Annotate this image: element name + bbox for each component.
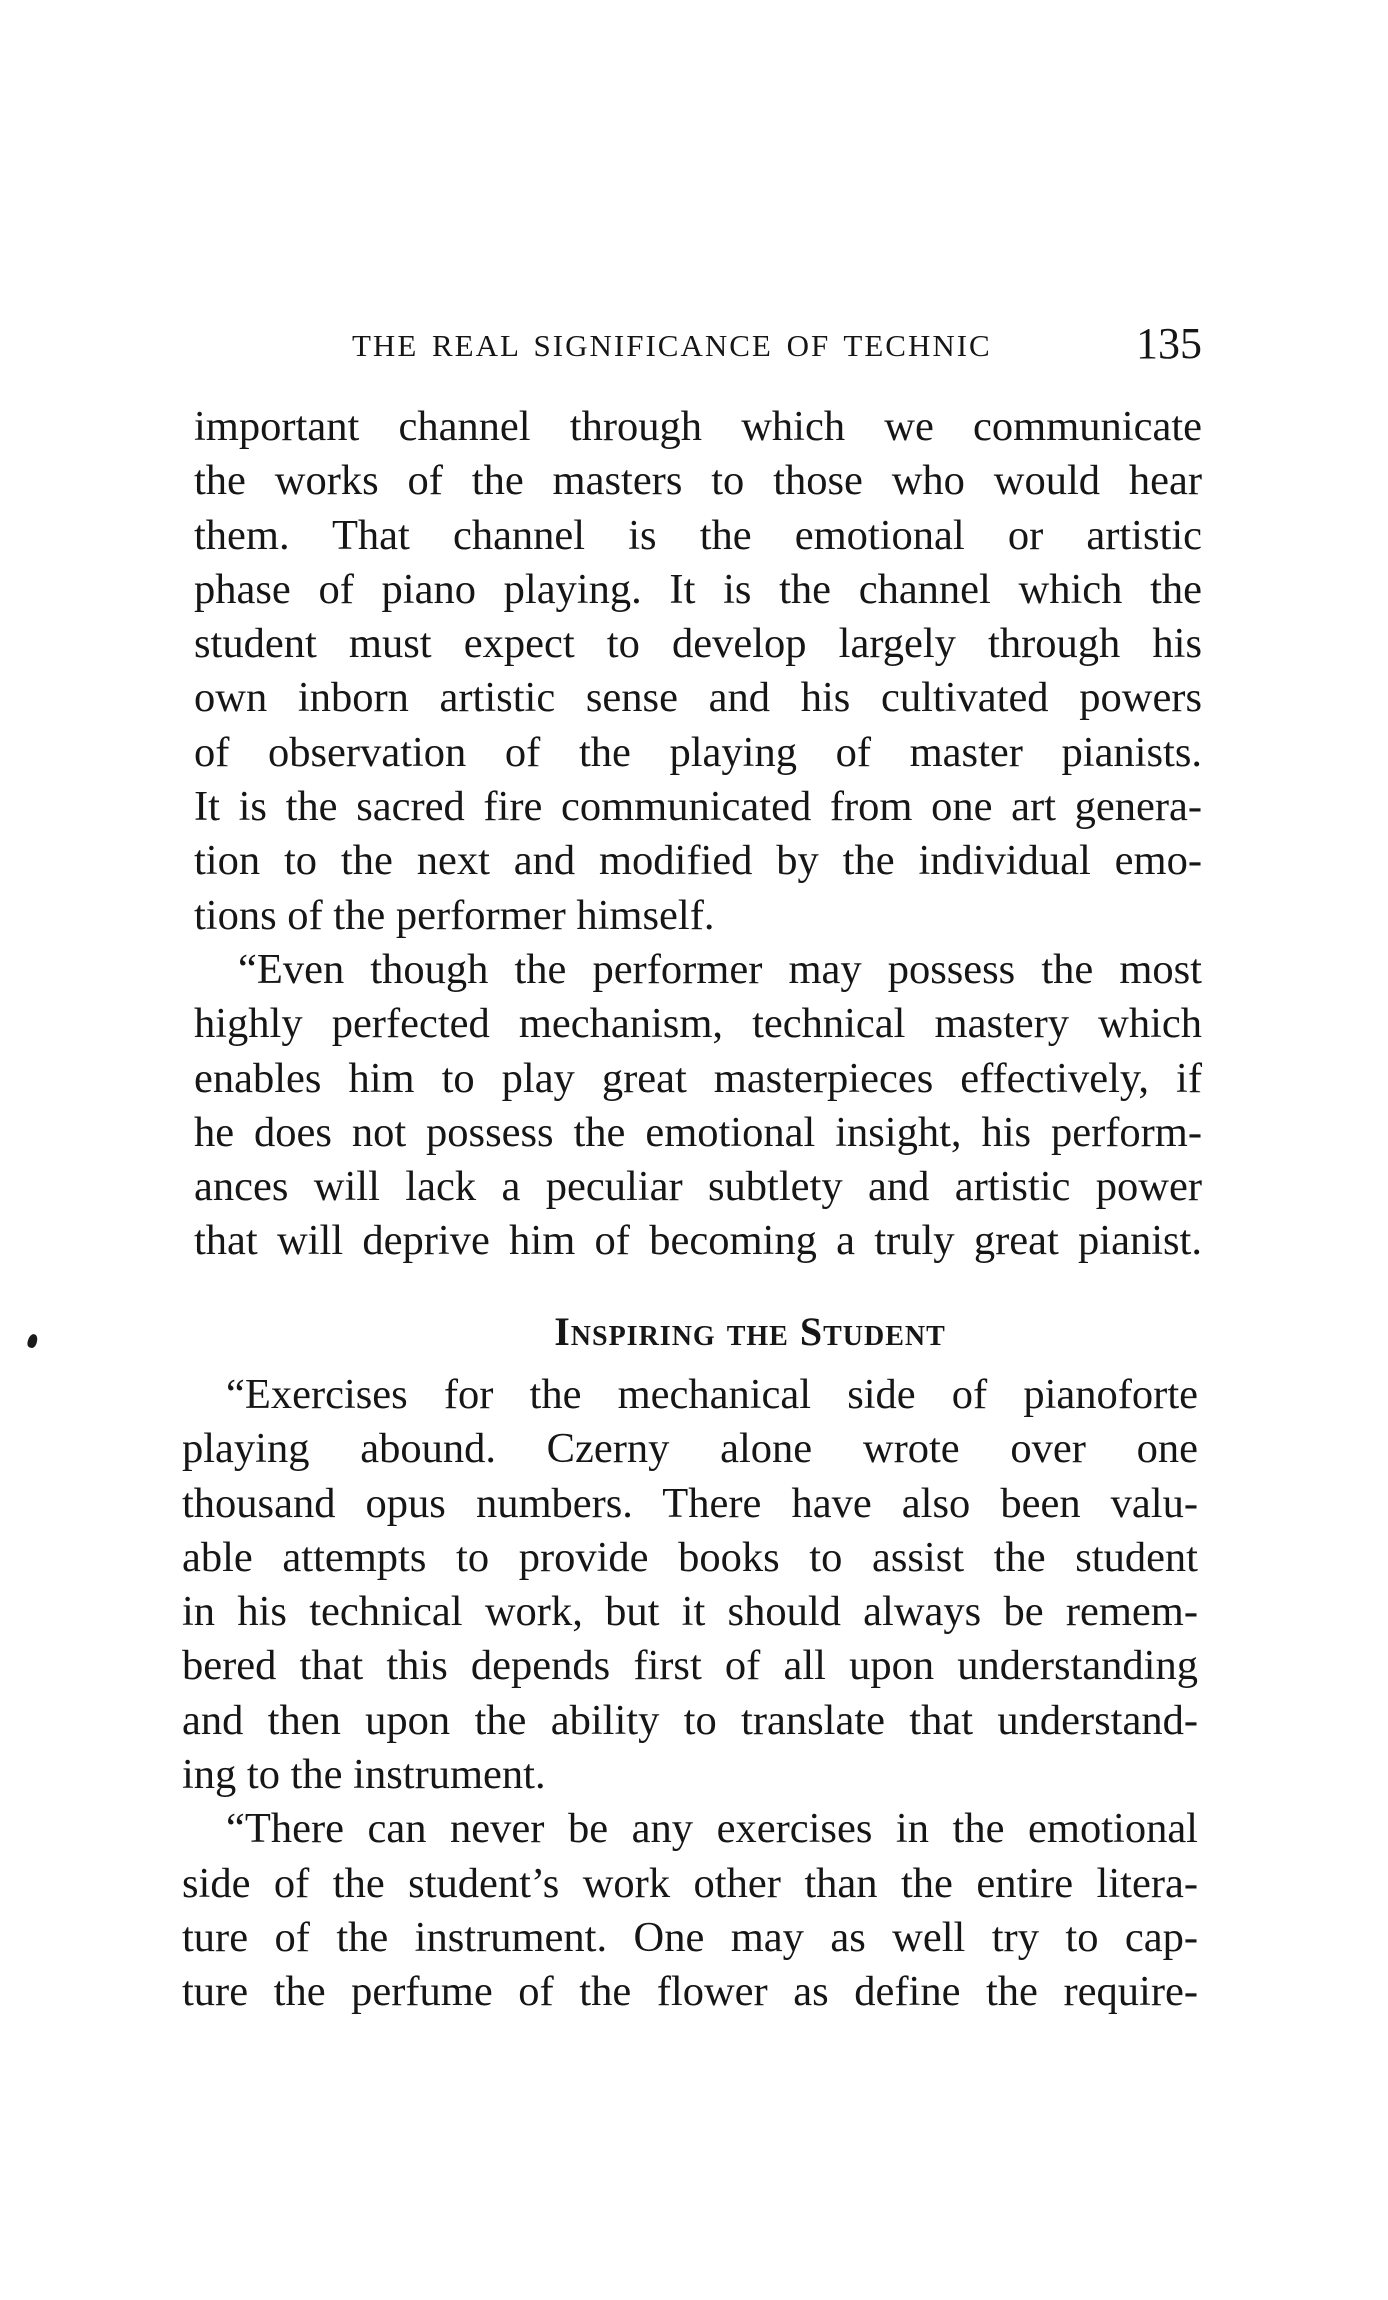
text-line: student must expect to develop largely through his [194,620,1202,668]
text-line: ture the perfume of the flower as define the require- [182,1968,1198,2016]
paragraph-4 [182,1802,1198,2019]
text-line: It is the sacred fire communicated from one art genera- [194,783,1202,831]
text-line: that will deprive him of becoming a truly great pianist. [194,1217,1202,1265]
running-title: THE REAL SIGNIFICANCE OF TECHNIC [352,328,992,363]
text-line: he does not possess the emotional insight, his perform- [194,1108,1202,1156]
text-line: ances will lack a peculiar subtlety and artistic power [194,1163,1202,1211]
text-line: side of the student’s work other than the entire litera- [182,1859,1198,1907]
text-line: enables him to play great masterpieces effectively, if [194,1054,1202,1102]
text-line: important channel through which we communicate [194,403,1202,450]
text-block-upper [194,400,1202,1269]
page-number: 135 [1136,319,1202,368]
paragraph-3 [182,1368,1198,1802]
text-line: and then upon the ability to translate that understand- [182,1696,1198,1744]
margin-ink-mark [26,1333,39,1349]
text-block-lower [182,1309,1198,2020]
running-head [352,318,1224,370]
text-line: of observation of the playing of master pianists. [194,728,1202,776]
text-line: “There can never be any exercises in the emotional [226,1805,1198,1853]
text-line: “Exercises for the mechanical side of pianoforte [226,1371,1198,1418]
paragraph-1 [194,400,1202,943]
text-line: tion to the next and modified by the individual emo- [194,837,1202,885]
text-line: highly perfected mechanism, technical mastery which [194,1000,1202,1048]
text-line: “Even though the performer may possess the most [238,945,1202,993]
text-line: thousand opus numbers. There have also been valu- [182,1479,1198,1527]
text-line: phase of piano playing. It is the channel which the [194,565,1202,613]
text-line: playing abound. Czerny alone wrote over one [182,1425,1198,1473]
text-line: ing to the instrument. [182,1751,546,1799]
text-line: ture of the instrument. One may as well try to cap- [182,1913,1198,1961]
text-line: in his technical work, but it should always be remem- [182,1588,1198,1636]
section-heading: Inspiring the Student [554,1309,946,1354]
text-line: the works of the masters to those who would hear [194,457,1202,505]
text-line: tions of the performer himself. [194,891,715,939]
text-line: able attempts to provide books to assist the student [182,1533,1198,1581]
text-line: own inborn artistic sense and his cultivated powers [194,674,1202,722]
text-line: bered that this depends first of all upon understanding [182,1642,1198,1690]
text-line: them. That channel is the emotional or artistic [194,511,1202,559]
paragraph-2 [194,943,1202,1269]
